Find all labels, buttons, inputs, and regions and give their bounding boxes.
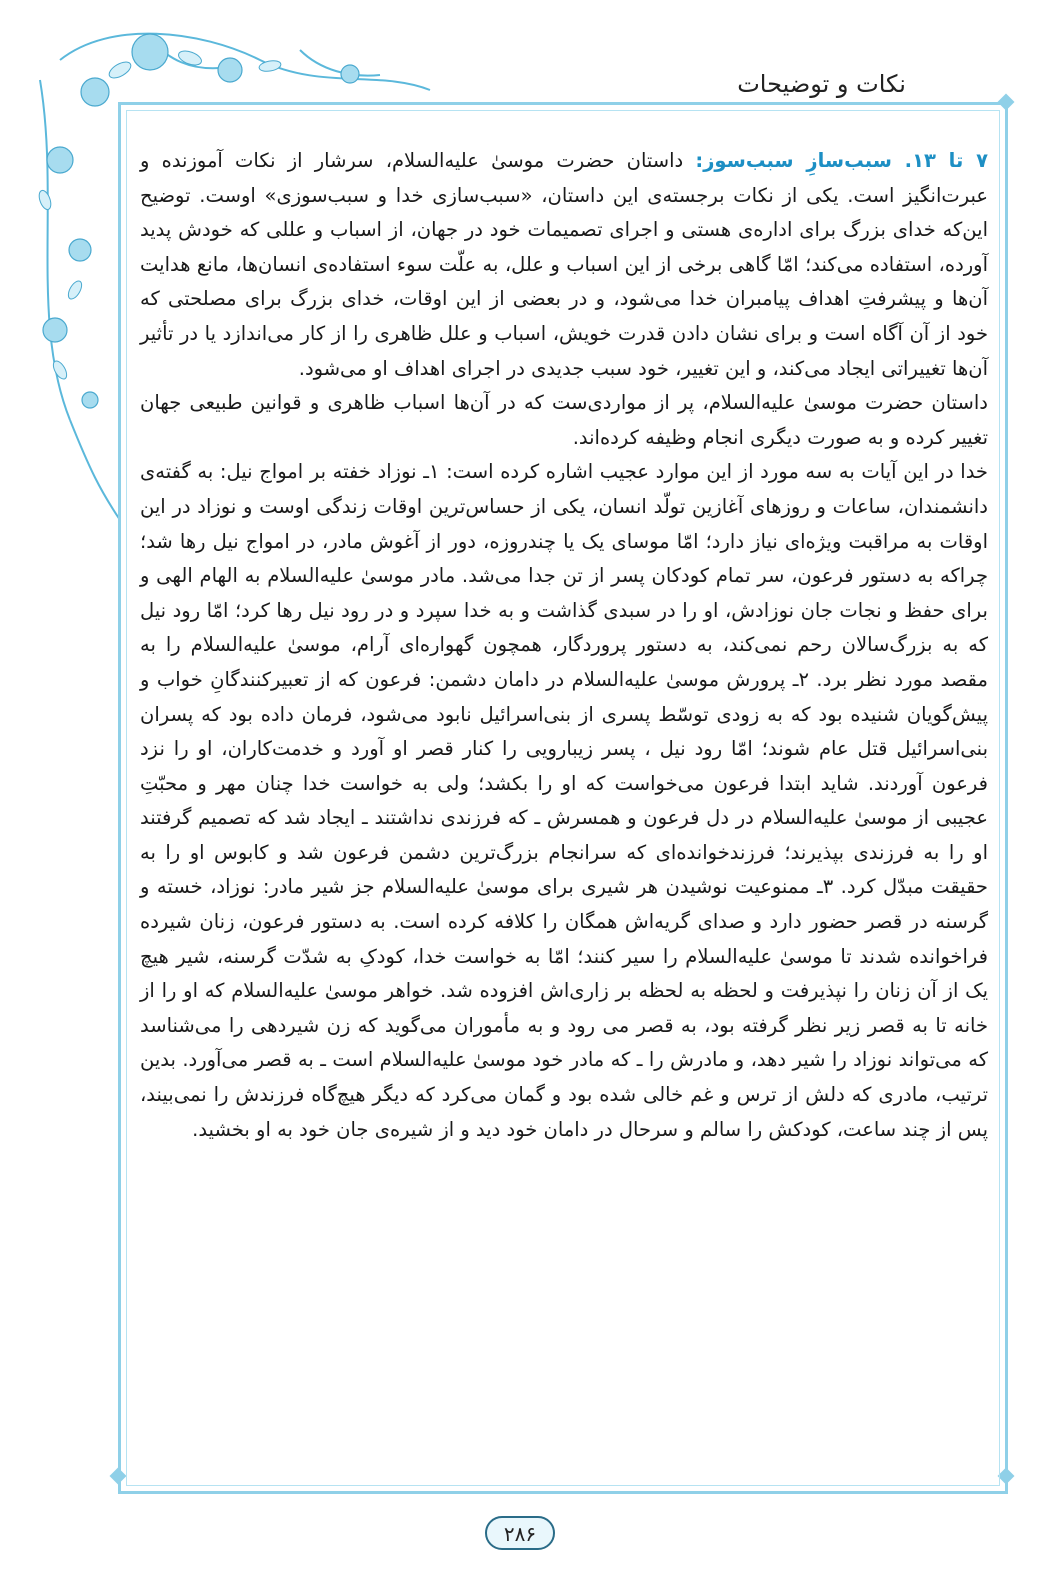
page-number: ۲۸۶ — [485, 1516, 555, 1550]
paragraph-3: خدا در این آیات به سه مورد از این موارد عجیب اشاره کرده است: ۱ـ نوزاد خفته بر امواج نیل: به گفته‌ی دانشمندان، ساعات و روزهای آغازین تولّد انسان، یکی از حساس‌ترین اوقات زندگی اوست و نوزاد در این اوقات به مراقبت ویژه‌ای نیاز دارد؛ امّا موسای یک یا چندروزه، دور از آغوش مادر، در امواج نیل رها شد؛ چراکه به دستور فرعون، سر تمام کودکان پسر از تن جدا می‌شد. مادر موسیٰ علیه‌السلام به الهام الهی و برای حفظ و نجات جان نوزادش، او را در سبدی گذاشت و به خدا سپرد و در رود نیل رها کرد؛ امّا رود نیل که به بزرگ‌سالان رحم نمی‌کند، به دستور پروردگار، همچون گهواره‌ای آرام، موسیٰ علیه‌السلام را به مقصد مورد نظر برد. ۲ـ پرورش موسیٰ علیه‌السلام در دامان دشمن: فرعون که از تعبیرکنندگانِ خواب و پیش‌گویان شنیده بود که به زودی توسّط پسری از بنی‌اسرائیل نابود می‌شود، فرمان داده بود که پسران بنی‌اسرائیل قتل عام شوند؛ امّا رود نیل ، پسر زیبارویی را کنار قصر او آورد و خدمت‌کاران، او را نزد فرعون آوردند. شاید ابتدا فرعون می‌خواست که او را بکشد؛ ولی به خواست خدا چنان مهر و محبّتِ عجیبی از موسیٰ علیه‌السلام در دل فرعون و همسرش ـ که فرزندی نداشتند ـ ایجاد شد که تصمیم گرفتند او را به فرزندی بپذیرند؛ فرزندخوانده‌ای که سرانجام بزرگ‌ترین دشمن فرعون شد و کابوس او را به حقیقت مبدّل کرد. ۳ـ ممنوعیت نوشیدن هر شیری برای موسیٰ علیه‌السلام جز شیر مادر: نوزاد، خسته و گرسنه در قصر حضور دارد و صدای گریه‌اش همگان را کلافه کرده است. به دستور فرعون، زنان شیرده فراخوانده شدند تا موسیٰ علیه‌السلام را سیر کنند؛ امّا به خواست خدا، کودکِ به شدّت گرسنه، شیر هیچ یک از آن زنان را نپذیرفت و لحظه به لحظه بر زاری‌اش افزوده شد. خواهر موسیٰ علیه‌السلام که او را از خانه تا به قصر زیر نظر گرفته بود، به قصر می رود و به مأموران می‌گوید که زن شیردهی را می‌شناسد که می‌تواند نوزاد را شیر دهد، و مادرش را ـ که مادر خود موسیٰ علیه‌السلام است ـ به قصر می‌آورد. بدین ترتیب، مادری که دلش از ترس و غم خالی شده بود و گمان می‌کرد که دیگر هیچ‌گاه فرزندش را نمی‌بیند، پس از چند ساعت، کودکش را سالم و سرحال در دامان خود دید و از شیره‌ی جان خود به او بخشید. — [140, 460, 988, 1141]
verse-range-heading: ۷ تا ۱۳. سبب‌سازِ سبب‌سوز: — [695, 149, 988, 172]
text-body — [140, 144, 988, 1147]
paragraph-1 — [140, 144, 988, 386]
paragraph-2: داستان حضرت موسیٰ علیه‌السلام، پر از مواردی‌ست که در آن‌ها اسباب ظاهری و قوانین طبیعی جهان تغییر کرده و به صورت دیگری انجام وظیفه کرده‌اند. — [140, 391, 988, 449]
section-title: نکات و توضیحات — [737, 70, 906, 98]
paragraph-1-text: داستان حضرت موسیٰ علیه‌السلام، سرشار از نکات آموزنده و عبرت‌انگیز است. یکی از نکات برجسته‌ی این داستان، «سبب‌سازی خدا و سبب‌سوزی» اوست. توضیح این‌که خدای بزرگ برای اداره‌ی هستی و اجرای تصمیمات خود در جهان، از اسباب و عللی که خودش پدید آورده، استفاده می‌کند؛ امّا گاهی برخی از این اسباب و علل، به علّت سوء استفاده‌ی انسان‌ها، مانع هدایت آن‌ها و پیشرفتِ اهداف پیامبران خدا می‌شود، و در بعضی از این اوقات، خدای بزرگ برای مصلحتی که خود از آن آگاه است و برای نشان دادن قدرت خویش، اسباب و علل ظاهری را از کار می‌اندازد یا در تأثیر آن‌ها تغییراتی ایجاد می‌کند، و این تغییر، خود سبب جدیدی در اجرای اهداف او می‌شود. — [140, 149, 988, 380]
